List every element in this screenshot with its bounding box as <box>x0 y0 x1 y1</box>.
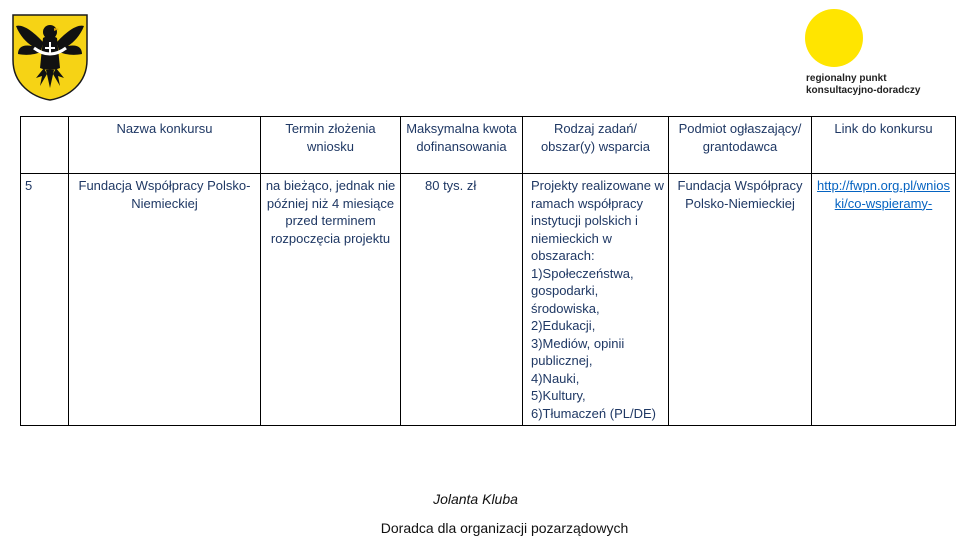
header-name: Nazwa konkursu <box>69 117 261 174</box>
header-deadline: Termin złożenia wniosku <box>261 117 401 174</box>
scope-line: 3)Mediów, opinii publicznej, <box>531 335 625 368</box>
table-row <box>21 174 956 426</box>
header-number <box>21 117 69 174</box>
scope-line: 5)Kultury, <box>531 388 586 403</box>
scope-line: 2)Edukacji, <box>531 318 596 333</box>
row-deadline: na bieżąco, jednak nie później niż 4 miesiące przed terminem rozpoczęcia projektu <box>261 174 401 426</box>
row-number: 5 <box>21 174 69 426</box>
logo-line-1: regionalny punkt <box>806 73 887 84</box>
regional-point-logo-text <box>806 73 920 97</box>
table-header-row <box>21 117 956 174</box>
logo-line-2: konsultacyjno-doradczy <box>806 85 921 96</box>
scope-line: 4)Nauki, <box>531 370 580 386</box>
row-link-cell <box>812 174 956 426</box>
header-amount: Maksymalna kwota dofinansowania <box>401 117 523 174</box>
header-link: Link do konkursu <box>812 117 956 174</box>
scope-line: Projekty realizowane w ramach współpracy instytucji polskich i niemieckich w obszarach: <box>531 178 664 263</box>
grants-table <box>20 116 956 426</box>
signature-role: Doradca dla organizacji pozarządowych <box>380 520 629 536</box>
row-amount-cell <box>401 174 523 426</box>
scope-line: 6)Tłumaczeń (PL/DE) <box>531 405 656 421</box>
regional-point-circle-logo <box>804 8 864 68</box>
row-scope <box>523 174 669 426</box>
scope-line: 1)Społeczeństwa, gospodarki, środowiska, <box>531 265 634 316</box>
row-name: Fundacja Współpracy Polsko-Niemieckiej <box>69 174 261 426</box>
coat-of-arms-logo <box>10 12 90 102</box>
header-grantor: Podmiot ogłaszający/ grantodawca <box>669 117 812 174</box>
header-scope: Rodzaj zadań/ obszar(y) wsparcia <box>523 117 669 174</box>
row-amount: 80 tys. zł <box>425 178 477 193</box>
row-grantor: Fundacja Współpracy Polsko-Niemieckiej <box>669 174 812 426</box>
competition-link[interactable]: http://fwpn.org.pl/wnioski/co-wspieramy- <box>817 178 950 211</box>
signature-name: Jolanta Kluba <box>433 491 518 507</box>
